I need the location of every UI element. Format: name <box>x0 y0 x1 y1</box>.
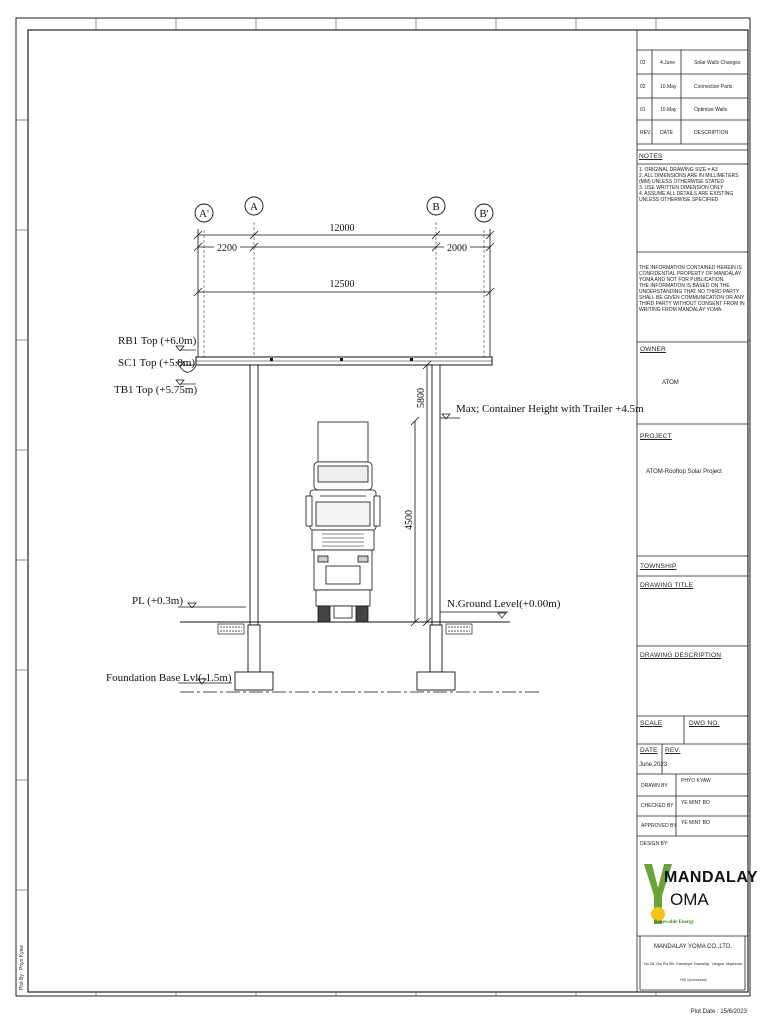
pedestal-b <box>430 625 442 672</box>
company-address: No.28, Gw Rd 5th, Kamaryut Township, Yangon, Myanmar <box>643 962 743 966</box>
confidential-1: THE INFORMATION CONTAINED HEREIN IS CONFIDENTIAL PROPERTY OF MANDALAY YOMA AND NOT FOR PUBLICATION. <box>639 265 742 283</box>
rev-header-date: DATE <box>660 130 673 136</box>
dim-12000: 12000 <box>329 223 355 234</box>
grid-label-b: B <box>432 201 440 213</box>
logo-tagline: Renewable Energy <box>654 920 695 925</box>
logo-text-mandalay: MANDALAY <box>664 869 759 886</box>
drawing-title-label: DRAWING TITLE <box>640 582 694 589</box>
border-ticks <box>16 18 750 996</box>
grid-label-b-prime: B' <box>479 208 489 220</box>
pedestal-a <box>248 625 260 672</box>
label-tb1-top: TB1 Top (+5.75m) <box>114 384 198 396</box>
roof-beam <box>196 357 492 365</box>
logo-text-oma: OMA <box>670 890 709 909</box>
approved-by-label: APPROVED BY <box>641 823 677 829</box>
note-2: 2. ALL DIMENSIONS ARE IN MILLIMETERS (MM) UNLESS OTHERWISE STATED <box>639 173 739 185</box>
label-max-container: Max; Container Height with Trailer +4.5m <box>456 403 644 415</box>
label-rb1-top: RB1 Top (+6.0m) <box>118 335 197 347</box>
date-label: DATE <box>640 747 658 754</box>
rev-01-no: 01 <box>640 107 646 113</box>
confidential-2: THE INFORMATION IS BASED ON THE UNDERSTANDING THAT NO THIRD PARTY SHALL BE GIVEN COMMUNICATION OR ANY THIRD PARTY WITHOUT CONSENT FROM IN WRITING FROM MANDALAY YOMA. <box>639 283 745 313</box>
column-a <box>250 365 258 625</box>
checked-by-label: CHECKED BY <box>641 803 674 809</box>
outer-border <box>16 18 750 996</box>
dim-2200: 2200 <box>217 243 237 254</box>
dim-5800: 5800 <box>416 388 427 408</box>
rev-01-date: 10.May <box>660 107 677 113</box>
rev-03-date: 4.June <box>660 60 676 66</box>
plot-by: Plot By : Phyo Kyaw <box>19 944 25 990</box>
dim-12500: 12500 <box>329 279 355 290</box>
column-b <box>432 365 440 625</box>
label-pl: PL (+0.3m) <box>132 595 184 607</box>
note-3: 3. USE WRITTEN DIMENSION ONLY <box>639 185 724 191</box>
company-name: MANDALAY YOMA CO.,LTD. <box>654 944 732 950</box>
notes-title: NOTES <box>639 153 663 160</box>
rev-header-desc: DESCRIPTION <box>694 130 729 136</box>
project-label: PROJECT <box>640 433 672 440</box>
rev-01-desc: Optimize Walls <box>694 107 728 113</box>
grid-lines <box>204 222 484 360</box>
rev-02-no: 02 <box>640 84 646 90</box>
footing-b <box>417 672 455 690</box>
township-label: TOWNSHIP <box>640 563 677 570</box>
checked-by-value: YE MINT BO <box>681 800 710 806</box>
company-logo <box>640 858 759 934</box>
dim-2000: 2000 <box>447 243 467 254</box>
rev-03-desc: Solar Walls Changes <box>694 60 741 66</box>
grid-label-a-prime: A' <box>199 208 209 220</box>
approved-by-value: YE MINT BO <box>681 820 710 826</box>
truck-illustration <box>306 422 380 622</box>
dim-4500: 4500 <box>404 510 415 530</box>
label-ground-level: N.Ground Level(+0.00m) <box>447 598 561 610</box>
rev-label: REV. <box>665 747 681 754</box>
label-sc1-top: SC1 Top (+5.8m) <box>118 357 196 369</box>
drawn-by-label: DRAWN BY <box>641 783 668 789</box>
owner-value: ATOM <box>662 380 679 386</box>
project-value: ATOM-Rooftop Solar Project <box>646 469 722 475</box>
rev-02-date: 10.May <box>660 84 677 90</box>
plot-date: Plot Date : 15/6/2023 <box>690 1009 747 1015</box>
label-foundation-base: Foundation Base Lvl(-1.5m) <box>106 672 232 684</box>
note-1: 1. ORIGINAL DRAWING SIZE = A3 <box>639 167 718 173</box>
grid-label-a: A <box>250 201 258 213</box>
drawing-description-label: DRAWING DESCRIPTION <box>640 652 722 659</box>
design-by-label: DESIGN BY: <box>640 841 669 847</box>
rev-03-no: 03 <box>640 60 646 66</box>
notes-list <box>639 167 745 203</box>
dwg-no-label: DWG NO. <box>689 720 720 727</box>
rev-header-rev: REV. <box>640 130 652 136</box>
footing-a <box>235 672 273 690</box>
note-4: 4. ASSUME ALL DETAILS ARE EXISTING UNLESS OTHERWISE SPECIFIED <box>639 191 734 203</box>
owner-label: OWNER <box>640 346 666 353</box>
date-value: June,2023 <box>639 762 668 768</box>
company-phone: +95 1(xxxxxxxx) <box>679 978 707 982</box>
drawn-by-value: PHYO KYAW <box>681 778 711 784</box>
scale-label: SCALE <box>640 720 663 727</box>
confidential-note <box>639 265 745 313</box>
rev-02-desc: Connection Parts <box>694 84 733 90</box>
